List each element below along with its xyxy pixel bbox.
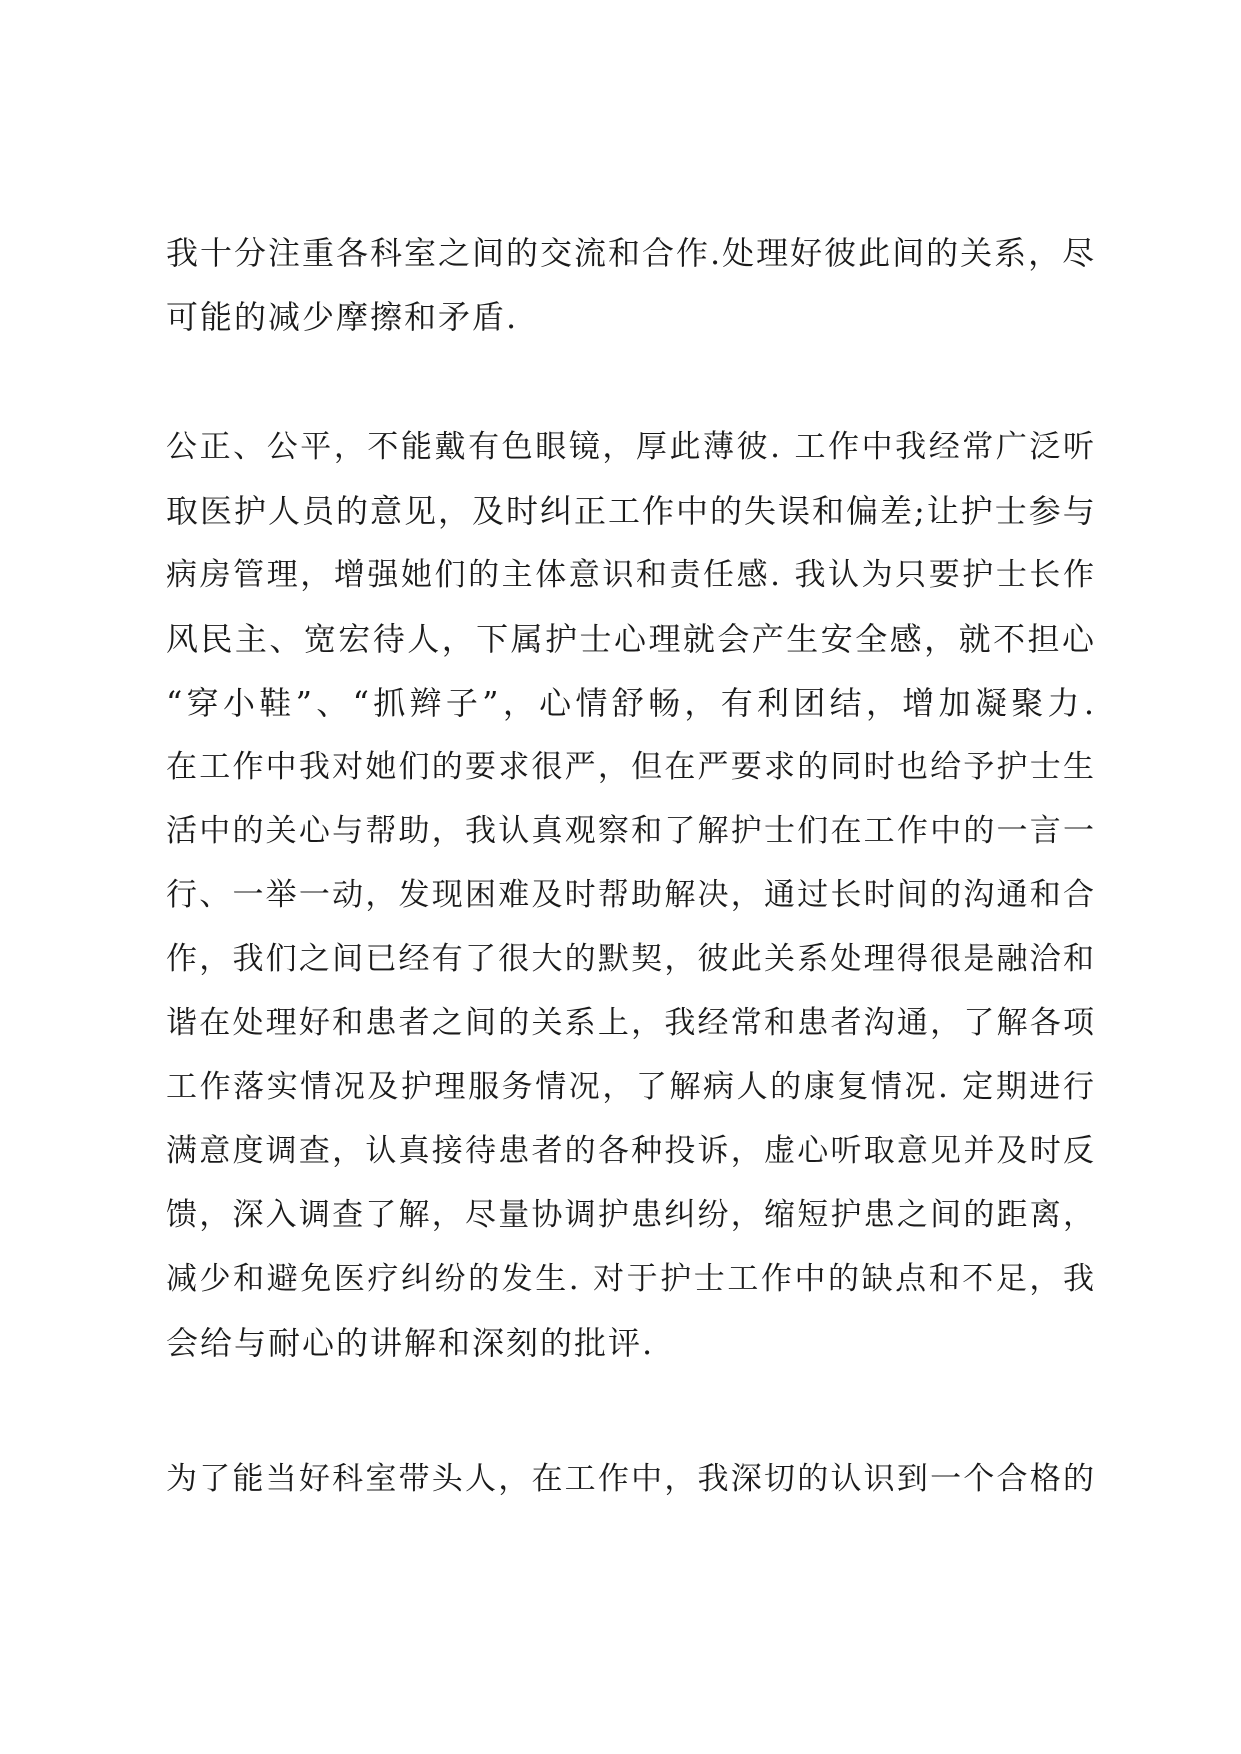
text-line: 馈，深入调查了解，尽量协调护患纠纷，缩短护患之间的距离，: [166, 1197, 1096, 1233]
paragraph-fairness: [166, 415, 1096, 1375]
paragraph-leadership: [166, 1447, 1096, 1511]
text-line: 谐在处理好和患者之间的关系上，我经常和患者沟通，了解各项: [166, 1005, 1096, 1041]
text-line: 公正、公平，不能戴有色眼镜，厚此薄彼. 工作中我经常广泛听: [166, 429, 1096, 465]
text-line: 满意度调查，认真接待患者的各种投诉，虚心听取意见并及时反: [166, 1133, 1096, 1169]
text-line: “穿小鞋”、“抓辫子”，心情舒畅，有利团结，增加凝聚力.: [166, 684, 1096, 722]
text-line: 我十分注重各科室之间的交流和合作.处理好彼此间的关系，尽: [166, 234, 1097, 272]
text-line: 风民主、宽宏待人，下属护士心理就会产生安全感，就不担心: [166, 620, 1096, 658]
text-line: 减少和避免医疗纠纷的发生. 对于护士工作中的缺点和不足，我: [166, 1261, 1096, 1297]
text-line: 行、一举一动，发现困难及时帮助解决，通过长时间的沟通和合: [166, 877, 1096, 913]
text-line: 取医护人员的意见，及时纠正工作中的失误和偏差;让护士参与: [166, 492, 1097, 530]
text-line: 可能的减少摩擦和矛盾.: [166, 298, 519, 336]
text-line: 会给与耐心的讲解和深刻的批评.: [166, 1324, 655, 1362]
text-line: 作，我们之间已经有了很大的默契，彼此关系处理得很是融洽和: [166, 941, 1096, 977]
paragraph-cooperation: [166, 221, 1096, 349]
text-line: 在工作中我对她们的要求很严，但在严要求的同时也给予护士生: [166, 749, 1096, 785]
text-line: 病房管理，增强她们的主体意识和责任感. 我认为只要护士长作: [166, 557, 1096, 593]
text-line: 为了能当好科室带头人，在工作中，我深切的认识到一个合格的: [166, 1461, 1096, 1497]
text-line: 工作落实情况及护理服务情况，了解病人的康复情况. 定期进行: [166, 1069, 1096, 1105]
text-line: 活中的关心与帮助，我认真观察和了解护士们在工作中的一言一: [166, 813, 1096, 849]
